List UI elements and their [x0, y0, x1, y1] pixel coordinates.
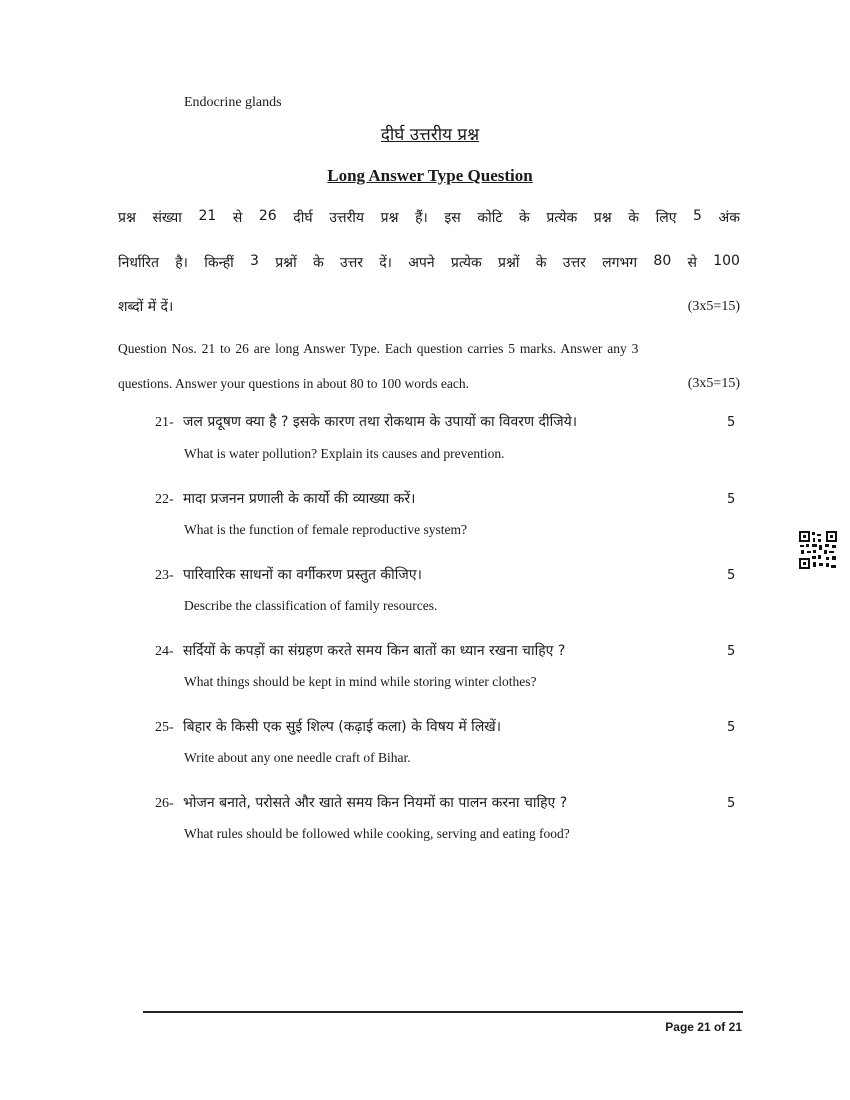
instructions-hindi-line-3	[118, 297, 740, 316]
instruction-word: अपने	[408, 255, 435, 271]
instruction-word: उत्तरीय	[329, 210, 365, 226]
question-marks: 5	[727, 492, 736, 507]
question-number: 21-	[155, 415, 174, 430]
question-text-hindi: बिहार के किसी एक सुई शिल्प (कढ़ाई कला) के विषय में लिखें।	[183, 719, 502, 735]
question-text-hindi: भोजन बनाते, परोसते और खाते समय किन नियमों का पालन करना चाहिए ?	[183, 795, 568, 811]
question-text-hindi: जल प्रदूषण क्या है ? इसके कारण तथा रोकथाम के उपायों का विवरण दीजिये।	[183, 414, 578, 430]
question-marks: 5	[727, 720, 736, 735]
instruction-word: प्रश्न	[380, 210, 399, 226]
page-number: Page 21 of 21	[665, 1020, 742, 1034]
question-21-english: What is water pollution? Explain its causes and prevention.	[184, 446, 505, 461]
instruction-word: 3	[250, 253, 259, 269]
question-number: 25-	[155, 720, 174, 735]
question-23-hindi	[155, 565, 422, 584]
instruction-word: प्रश्नों	[275, 255, 297, 271]
instructions-hindi-text: शब्दों में दें।	[118, 299, 174, 315]
question-text-hindi: सर्दियों के कपड़ों का संग्रहण करते समय किन बातों का ध्यान रखना चाहिए ?	[183, 643, 566, 659]
question-22-hindi	[155, 489, 415, 508]
instruction-word: के	[535, 255, 547, 271]
question-22-english: What is the function of female reproductive system?	[184, 522, 468, 537]
instruction-word: के	[628, 210, 640, 226]
question-number: 24-	[155, 644, 174, 659]
instruction-word: संख्या	[152, 210, 182, 226]
instruction-word: प्रत्येक	[546, 210, 578, 226]
question-25-hindi	[155, 717, 501, 736]
question-marks: 5	[727, 644, 736, 659]
section-heading-english: Long Answer Type Question	[327, 166, 533, 185]
question-24-hindi	[155, 641, 565, 660]
question-marks: 5	[727, 568, 736, 583]
instruction-word: के	[518, 210, 530, 226]
instruction-word: इस	[444, 210, 461, 226]
instruction-word: लिए	[655, 210, 677, 226]
instruction-word: के	[312, 255, 324, 271]
instruction-word: कोटि	[477, 210, 503, 226]
instruction-word: 21	[198, 208, 217, 224]
instruction-word: 80	[653, 253, 672, 269]
instruction-word: प्रश्न	[118, 210, 136, 226]
instruction-word: निर्धारित	[118, 255, 159, 271]
question-text-hindi: मादा प्रजनन प्रणाली के कार्यो की व्याख्या करें।	[183, 491, 416, 507]
instruction-word: प्रश्न	[593, 210, 612, 226]
instructions-hindi-line-2	[118, 253, 740, 272]
question-number: 22-	[155, 492, 174, 507]
instruction-word: प्रश्नों	[498, 255, 520, 271]
instruction-word: प्रत्येक	[450, 255, 482, 271]
question-number: 26-	[155, 796, 174, 811]
instruction-word: 100	[713, 253, 740, 269]
question-23-english: Describe the classification of family resources.	[184, 598, 438, 613]
instructions-english-marks: (3x5=15)	[687, 376, 740, 391]
instruction-word: अंक	[718, 210, 740, 226]
instructions-hindi-marks: (3x5=15)	[687, 299, 740, 314]
instruction-word: से	[687, 255, 697, 271]
instruction-word: उत्तर	[562, 255, 586, 271]
instruction-word: हैं।	[415, 210, 428, 226]
instructions-english-line-2: questions. Answer your questions in about 80 to 100 words each.	[118, 376, 469, 391]
instructions-english-line-1: Question Nos. 21 to 26 are long Answer Type. Each question carries 5 marks. Answer any 3	[118, 341, 639, 356]
question-marks: 5	[727, 796, 736, 811]
instruction-word: है।	[175, 255, 188, 271]
carry-over-text: Endocrine glands	[184, 95, 282, 110]
question-text-hindi: पारिवारिक साधनों का वर्गीकरण प्रस्तुत कीजिए।	[183, 567, 422, 583]
instruction-word: लगभग	[602, 255, 638, 271]
question-26-english: What rules should be followed while cooking, serving and eating food?	[184, 826, 570, 841]
qr-code-icon	[798, 530, 838, 570]
instruction-word: किन्हीं	[204, 255, 234, 271]
section-heading-hindi: दीर्घ उत्तरीय प्रश्न	[380, 125, 480, 145]
instruction-word: से	[232, 210, 243, 226]
question-number: 23-	[155, 568, 174, 583]
instruction-word: 26	[258, 208, 277, 224]
instructions-hindi-line-1	[118, 208, 740, 227]
instruction-word: उत्तर	[339, 255, 364, 271]
question-25-english: Write about any one needle craft of Bihar.	[184, 750, 411, 765]
question-marks: 5	[727, 415, 736, 430]
footer-divider	[143, 1011, 743, 1013]
instruction-word: 5	[693, 208, 702, 224]
question-24-english: What things should be kept in mind while storing winter clothes?	[184, 674, 537, 689]
instruction-word: दें।	[379, 255, 392, 271]
instruction-word: दीर्घ	[293, 210, 313, 226]
question-21-hindi	[155, 412, 577, 431]
question-26-hindi	[155, 793, 567, 812]
